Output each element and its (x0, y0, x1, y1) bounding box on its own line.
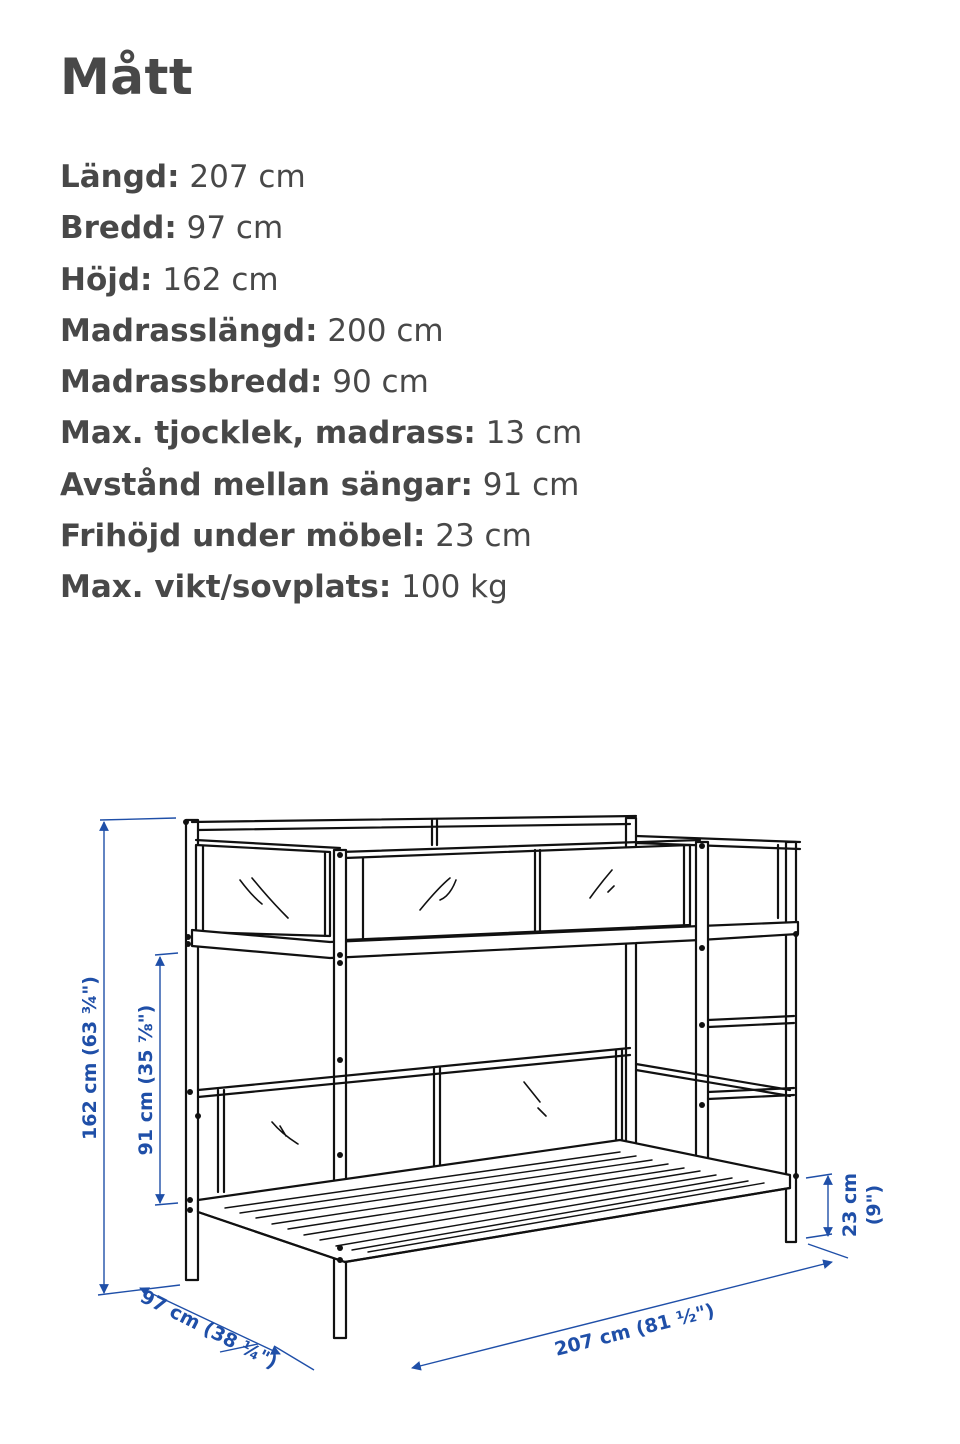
spec-label: Längd: (60, 159, 180, 195)
spec-row-max-weight (60, 562, 582, 613)
bunk-bed-dimension-drawing (0, 760, 960, 1444)
spec-label: Avstånd mellan sängar: (60, 466, 473, 503)
page-title: Mått (60, 48, 194, 106)
spec-row-clearance-under (60, 511, 582, 562)
spec-label: Max. tjocklek, madrass: (60, 415, 476, 452)
dimensions-spec-list (60, 152, 582, 614)
dimension-label-clearance-in: (9") (863, 1184, 885, 1226)
dimension-label-width: 97 cm (38 ¼") (136, 1285, 281, 1374)
spec-value: 13 cm (485, 415, 583, 452)
spec-value: 207 cm (189, 159, 306, 195)
spec-row-width (60, 203, 582, 254)
dimension-label-clearance-cm: 23 cm (839, 1172, 861, 1238)
spec-label: Höjd: (60, 261, 153, 298)
spec-label: Bredd: (60, 210, 177, 247)
spec-value: 91 cm (482, 466, 580, 503)
spec-value: 162 cm (162, 261, 279, 298)
spec-row-length (60, 152, 582, 203)
spec-row-mattress-length (60, 306, 582, 357)
spec-label: Madrassbredd: (60, 364, 323, 401)
spec-label: Frihöjd under möbel: (60, 518, 426, 555)
spec-row-distance-between-beds (60, 460, 582, 511)
spec-value: 97 cm (186, 210, 284, 247)
spec-value: 100 kg (401, 569, 508, 606)
spec-value: 200 cm (327, 312, 444, 349)
spec-row-mattress-width (60, 357, 582, 408)
spec-value: 90 cm (332, 364, 429, 401)
dimension-label-total-height: 162 cm (63 ¾") (79, 976, 101, 1140)
spec-label: Max. vikt/sovplats: (60, 569, 392, 606)
spec-row-height (60, 255, 582, 306)
spec-row-max-mattress-thickness (60, 408, 582, 459)
spec-value: 23 cm (435, 518, 532, 555)
dimension-label-bed-spacing: 91 cm (35 ⅞") (135, 1004, 157, 1156)
dimension-label-length: 207 cm (81 ½") (552, 1299, 717, 1361)
spec-label: Madrasslängd: (60, 312, 318, 349)
bunk-bed-illustration (183, 816, 800, 1338)
